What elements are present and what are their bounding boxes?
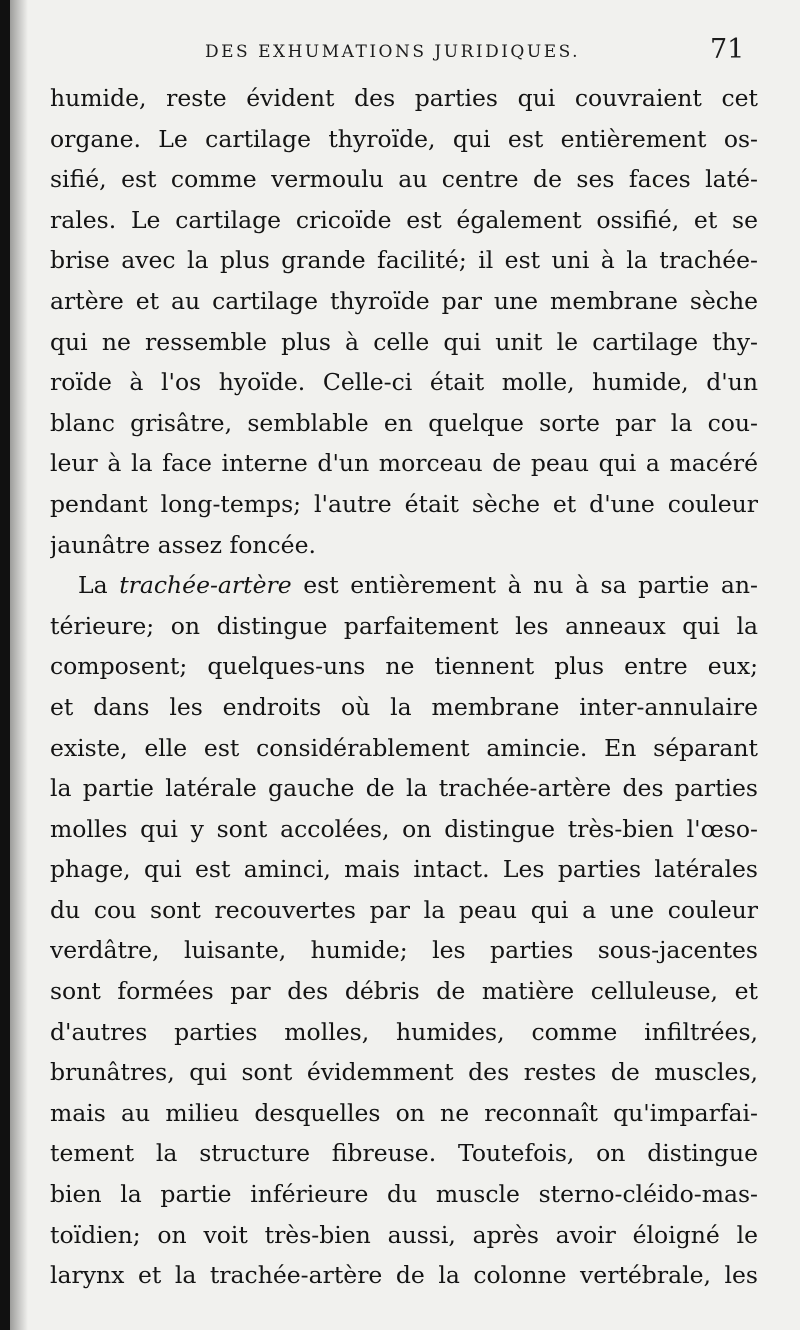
text-line: sifié, est comme vermoulu au centre de ses faces laté- [50,165,758,194]
text-line: blanc grisâtre, semblable en quelque sorte par la cou- [50,408,758,437]
text-line: qui ne ressemble plus à celle qui unit le cartilage thy- [50,327,758,356]
text-line: molles qui y sont accolées, on distingue très-bien l'œso- [50,814,758,843]
text-line: mais au milieu desquelles on ne reconnaît qu'imparfai- [50,1098,758,1127]
text-line: jaunâtre assez foncée. [50,530,316,559]
text-line: du cou sont recouvertes par la peau qui a une couleur [50,895,758,924]
paragraph-start-line [50,565,758,606]
text-line: existe, elle est considérablement amincie. En séparant [50,733,758,762]
text-line: tement la structure fibreuse. Toutefois, on distingue [50,1139,758,1168]
text-line: verdâtre, luisante, humide; les parties sous-jacentes [50,936,758,965]
text-line: brise avec la plus grande facilité; il est uni à la trachée- [50,246,758,275]
page-number: 71 [710,34,745,65]
italic-term: trachée-artère [119,571,292,600]
text-line: bien la partie inférieure du muscle sterno-cléido-mas- [50,1180,758,1209]
page-header [10,34,800,74]
text-line: larynx et la trachée-artère de la colonne vertébrale, les [50,1261,758,1290]
book-page [10,0,800,1330]
text-line: rales. Le cartilage cricoïde est également ossifié, et se [50,205,758,234]
body-text [50,78,758,1296]
running-head: DES EXHUMATIONS JURIDIQUES. [205,42,581,62]
text-line: pendant long-temps; l'autre était sèche et d'une couleur [50,489,758,518]
text-line: humide, reste évident des parties qui couvraient cet [50,84,758,112]
text-line: sont formées par des débris de matière celluleuse, et [50,977,758,1006]
text-line: leur à la face interne d'un morceau de peau qui a macéré [50,449,758,478]
paragraph-start-rest: est entièrement à nu à sa partie an- [303,571,758,600]
text-line: la partie latérale gauche de la trachée-artère des parties [50,774,758,803]
text-line: et dans les endroits où la membrane inter-annulaire [50,692,758,721]
text-line: phage, qui est aminci, mais intact. Les parties latérales [50,855,758,884]
paragraph-lead-word: La [78,571,108,600]
text-line: térieure; on distingue parfaitement les anneaux qui la [50,611,758,640]
text-line: d'autres parties molles, humides, comme infiltrées, [50,1017,758,1046]
text-line: organe. Le cartilage thyroïde, qui est entièrement os- [50,124,758,153]
text-line: composent; quelques-uns ne tiennent plus entre eux; [50,652,758,681]
text-line: brunâtres, qui sont évidemment des restes de muscles, [50,1058,758,1087]
text-line: roïde à l'os hyoïde. Celle-ci était molle, humide, d'un [50,368,758,397]
text-line: artère et au cartilage thyroïde par une membrane sèche [50,286,758,315]
text-line: toïdien; on voit très-bien aussi, après avoir éloigné le [50,1220,758,1249]
